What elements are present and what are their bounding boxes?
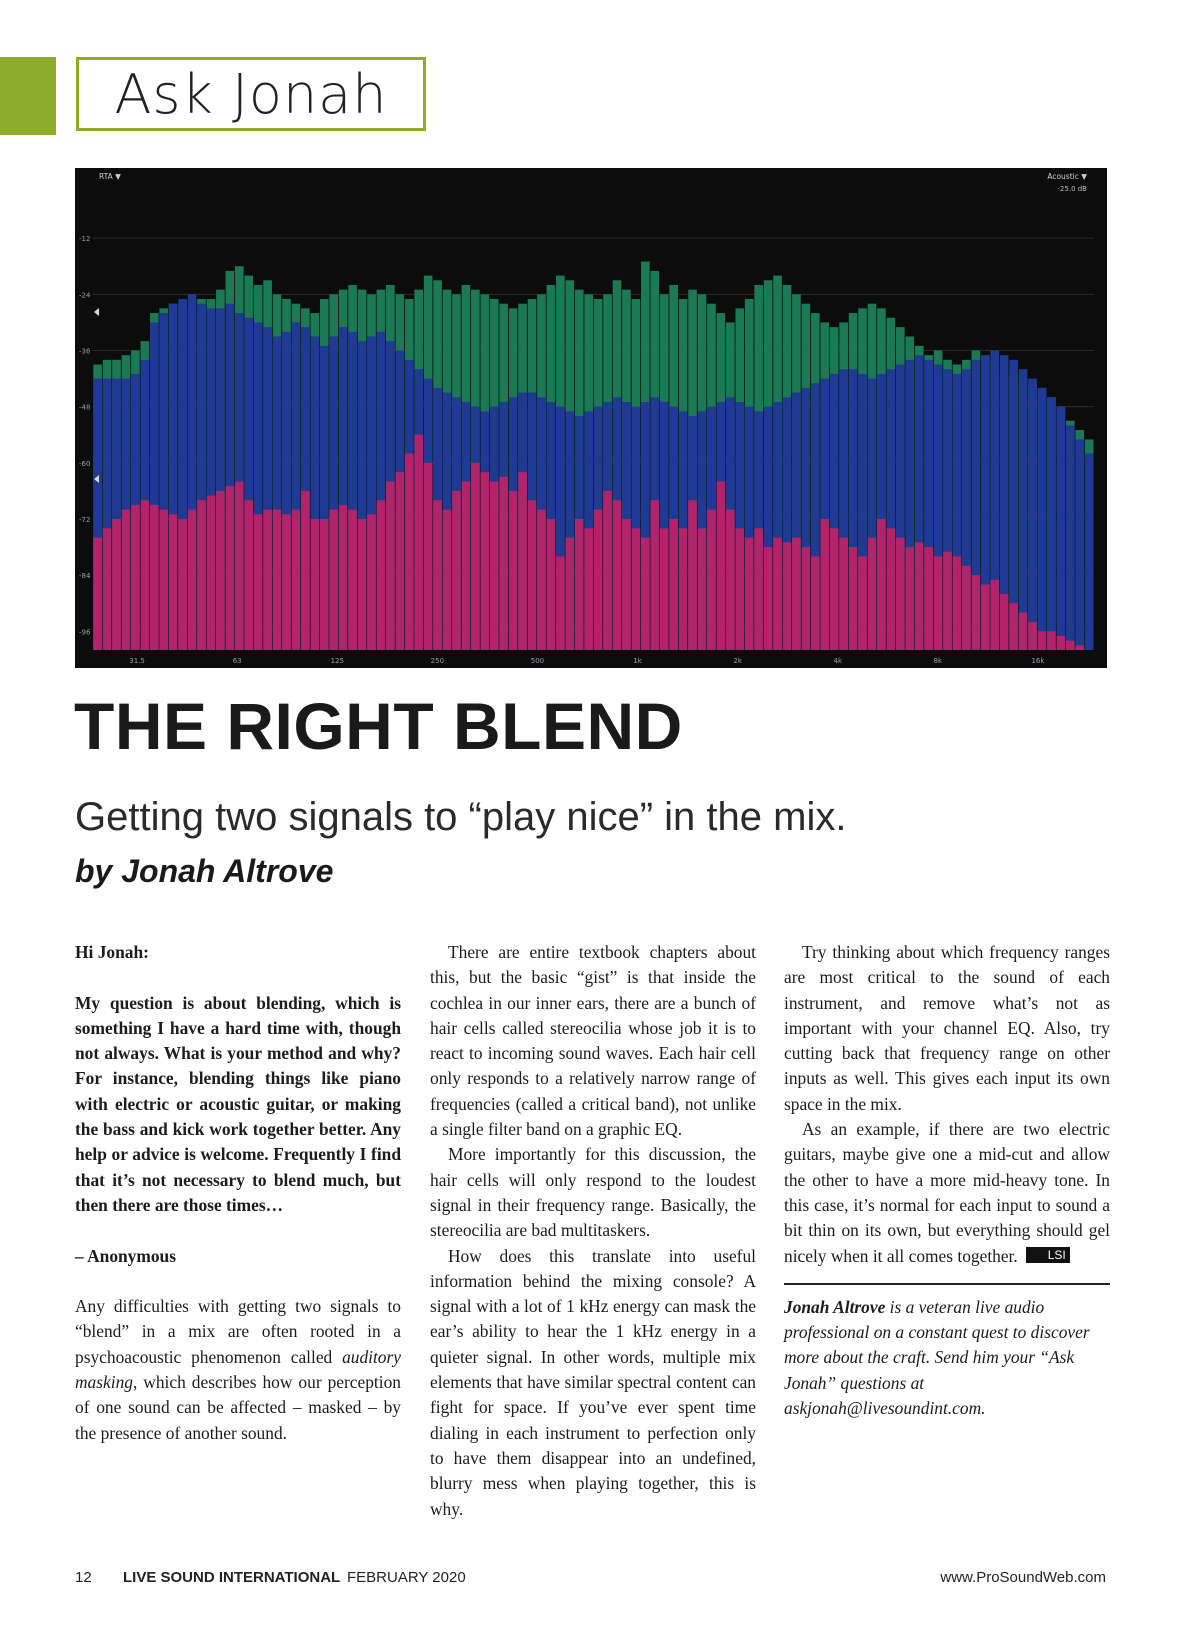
rta-x-tick-label: 8k xyxy=(933,657,943,665)
rta-pink-bar xyxy=(887,528,896,650)
rta-pink-bar xyxy=(122,510,131,650)
rta-pink-bar xyxy=(329,510,338,650)
rta-pink-bar xyxy=(622,519,631,650)
rta-pink-bar xyxy=(377,500,386,650)
rta-pink-bar xyxy=(811,556,820,650)
rta-pink-bar xyxy=(650,500,659,650)
rta-pink-bar xyxy=(1009,603,1018,650)
rta-x-tick-label: 2k xyxy=(733,657,742,665)
rta-x-tick-label: 125 xyxy=(330,657,344,665)
rta-pink-bar xyxy=(348,510,357,650)
rta-pink-bar xyxy=(141,500,150,650)
rta-x-tick-label: 16k xyxy=(1031,657,1045,665)
end-mark-badge: LSI xyxy=(1026,1247,1070,1263)
rta-blue-bar xyxy=(1075,439,1084,650)
rta-pink-bar xyxy=(405,453,414,650)
rta-pink-bar xyxy=(226,486,235,650)
rta-pink-bar xyxy=(868,538,877,650)
rta-pink-bar xyxy=(1038,631,1047,650)
rta-pink-bar xyxy=(660,528,669,650)
rta-pink-bar xyxy=(518,472,527,650)
rta-x-tick-label: 500 xyxy=(530,657,545,665)
rta-pink-bar xyxy=(915,542,924,650)
rta-pink-bar xyxy=(924,547,933,650)
footer-website-link[interactable]: www.ProSoundWeb.com xyxy=(940,1569,1106,1586)
answer-paragraph-2: There are entire textbook chapters about this, but the basic “gist” is that inside the cochlea in our inner ears, there are a bunch of hair cells called stereocilia whose job it is to react to incoming sound waves. Each hair cell only responds to a relatively narrow range of frequencies (called a critical band), not unlike a single filter band on a graphic EQ. xyxy=(430,942,756,1140)
rta-pink-bar xyxy=(273,510,282,650)
rta-pink-bar xyxy=(1000,594,1009,650)
rta-pink-bar xyxy=(509,491,518,650)
rta-pink-bar xyxy=(962,566,971,650)
rta-pink-bar xyxy=(1057,636,1066,650)
rta-y-tick-label: -96 xyxy=(79,628,91,637)
rta-pink-bar xyxy=(169,514,178,650)
rta-pink-bar xyxy=(981,584,990,650)
department-box xyxy=(76,57,426,131)
answer-paragraph-1: Any difficulties with getting two signals to “blend” in a mix are often rooted in a psychoacoustic phenomenon called auditory masking, which describes how our perception of one sound can be affected – masked – by the presence of another sound. xyxy=(75,1296,401,1443)
bio-divider xyxy=(784,1283,1110,1285)
rta-pink-bar xyxy=(594,510,603,650)
article-headline: THE RIGHT BLEND xyxy=(74,689,683,763)
rta-pink-bar xyxy=(990,580,999,650)
letter-salutation: Hi Jonah: xyxy=(75,942,149,962)
answer-paragraph-6: As an example, if there are two electric guitars, maybe give one a mid-cut and allow the other to have a more mid-heavy tone. In this case, it’s normal for each input to sound a bit thin on its own, but everything should gel nicely when it all comes together. LSI xyxy=(784,1119,1110,1266)
rta-pink-bar xyxy=(235,482,244,650)
rta-pink-bar xyxy=(282,514,291,650)
rta-pink-bar xyxy=(150,505,159,650)
rta-pink-bar xyxy=(830,528,839,650)
answer-paragraph-5: Try thinking about which frequency ranges are most critical to the sound of each instrument, and remove what’s not as important with your channel EQ. Also, try cutting back that frequency range on other inputs as well. This gives each input its own space in the mix. xyxy=(784,942,1110,1114)
rta-pink-bar xyxy=(707,510,716,650)
rta-pink-bar xyxy=(424,463,433,650)
rta-pink-bar xyxy=(131,505,140,650)
rta-preset-label: Acoustic ▼ xyxy=(1047,172,1087,181)
rta-pink-bar xyxy=(754,528,763,650)
rta-pink-bar xyxy=(556,556,565,650)
rta-pink-bar xyxy=(679,528,688,650)
rta-pink-bar xyxy=(1047,631,1056,650)
rta-pink-bar xyxy=(433,500,442,650)
author-bio: Jonah Altrove is a veteran live audio professional on a constant quest to discover more about the craft. Send him your “Ask Jonah” questions at askjonah@livesoundint.com. xyxy=(784,1296,1090,1419)
rta-y-tick-label: -72 xyxy=(79,515,91,524)
rta-y-tick-label: -48 xyxy=(79,403,91,412)
rta-blue-bar xyxy=(1038,388,1047,650)
rta-pink-bar xyxy=(858,556,867,650)
rta-y-tick-label: -24 xyxy=(79,291,91,300)
rta-y-tick-label: -36 xyxy=(79,347,91,356)
rta-pink-bar xyxy=(244,500,253,650)
rta-pink-bar xyxy=(197,500,206,650)
rta-blue-bar xyxy=(1057,407,1066,650)
rta-y-tick-label: -84 xyxy=(79,572,91,581)
rta-pink-bar xyxy=(547,519,556,650)
rta-pink-bar xyxy=(339,505,348,650)
rta-pink-bar xyxy=(584,528,593,650)
rta-pink-bar xyxy=(112,519,121,650)
rta-pink-bar xyxy=(292,510,301,650)
rta-pink-bar xyxy=(613,500,622,650)
rta-mode-label: RTA ▼ xyxy=(99,172,121,181)
masking-term: auditory masking xyxy=(75,1346,401,1393)
rta-blue-bar xyxy=(1028,379,1037,650)
rta-pink-bar xyxy=(499,477,508,650)
rta-pink-bar xyxy=(745,538,754,650)
rta-pink-bar xyxy=(216,491,225,650)
rta-pink-bar xyxy=(490,482,499,650)
rta-x-tick-label: 250 xyxy=(430,657,445,665)
rta-pink-bar xyxy=(471,463,480,650)
rta-pink-bar xyxy=(792,538,801,650)
rta-pink-bar xyxy=(528,500,537,650)
rta-pink-bar xyxy=(603,491,612,650)
footer-magazine-name: LIVE SOUND INTERNATIONAL xyxy=(123,1569,341,1586)
footer-issue-date: FEBRUARY 2020 xyxy=(347,1569,466,1586)
reader-question: My question is about blending, which is something I have a hard time with, though not always. What is your method and why? For instance, blending things like piano with electric or acoustic guitar, or making the bass and kick work together better. Any help or advice is welcome. Frequently I find that it’s not necessary to blend much, but then there are those times… xyxy=(75,992,401,1215)
rta-blue-bar xyxy=(1047,397,1056,650)
footer-page-number: 12 xyxy=(75,1569,92,1586)
rta-pink-bar xyxy=(820,519,829,650)
rta-pink-bar xyxy=(773,538,782,650)
rta-pink-bar xyxy=(972,575,981,650)
rta-pink-bar xyxy=(395,472,404,650)
rta-x-tick-label: 63 xyxy=(232,657,242,665)
section-accent-bar xyxy=(0,57,56,135)
answer-paragraph-3: More importantly for this discussion, the hair cells will only respond to the loudest signal in their frequency range. Basically, the stereocilia are bad multitaskers. xyxy=(430,1144,756,1241)
rta-pink-bar xyxy=(896,538,905,650)
rta-pink-bar xyxy=(717,482,726,650)
rta-pink-bar xyxy=(443,510,452,650)
rta-level-label: -25.0 dB xyxy=(1057,185,1087,193)
rta-pink-bar xyxy=(159,510,168,650)
rta-pink-bar xyxy=(735,528,744,650)
article-byline: by Jonah Altrove xyxy=(75,853,334,889)
rta-pink-bar xyxy=(320,519,329,650)
rta-pink-bar xyxy=(632,528,641,650)
rta-pink-bar xyxy=(669,519,678,650)
rta-pink-bar xyxy=(386,482,395,650)
text-column-3 xyxy=(784,940,1110,1421)
rta-pink-bar xyxy=(367,514,376,650)
rta-pink-bar xyxy=(254,514,263,650)
rta-pink-bar xyxy=(480,472,489,650)
bio-author-name: Jonah Altrove xyxy=(784,1296,886,1317)
rta-pink-bar xyxy=(698,528,707,650)
rta-pink-bar xyxy=(1028,622,1037,650)
rta-pink-bar xyxy=(1075,645,1084,650)
rta-pink-bar xyxy=(943,552,952,650)
rta-pink-bar xyxy=(414,435,423,650)
rta-pink-bar xyxy=(358,519,367,650)
text-column-2 xyxy=(430,940,756,1522)
rta-pink-bar xyxy=(537,510,546,650)
rta-blue-bar xyxy=(1066,425,1075,650)
rta-x-tick-label: 31.5 xyxy=(129,657,145,665)
rta-pink-bar xyxy=(839,538,848,650)
rta-pink-bar xyxy=(263,510,272,650)
rta-x-tick-label: 1k xyxy=(633,657,642,665)
rta-pink-bar xyxy=(641,538,650,650)
rta-x-tick-label: 4k xyxy=(833,657,843,665)
rta-pink-bar xyxy=(93,538,102,650)
letter-signature: – Anonymous xyxy=(75,1245,176,1266)
rta-pink-bar xyxy=(565,538,574,650)
rta-pink-bar xyxy=(462,482,471,650)
rta-pink-bar xyxy=(905,547,914,650)
rta-pink-bar xyxy=(849,547,858,650)
rta-pink-bar xyxy=(207,496,216,650)
rta-pink-bar xyxy=(301,491,310,650)
rta-blue-bar xyxy=(1085,453,1094,650)
rta-spectrum-image xyxy=(75,168,1107,668)
rta-pink-bar xyxy=(934,556,943,650)
rta-pink-bar xyxy=(310,519,319,650)
rta-pink-bar xyxy=(802,547,811,650)
rta-pink-bar xyxy=(783,542,792,650)
rta-pink-bar xyxy=(575,519,584,650)
rta-pink-bar xyxy=(1066,641,1075,650)
rta-y-tick-label: -60 xyxy=(79,459,91,468)
rta-pink-bar xyxy=(688,500,697,650)
rta-pink-bar xyxy=(953,556,962,650)
text-column-1 xyxy=(75,940,401,1446)
rta-pink-bar xyxy=(764,547,773,650)
article-deck: Getting two signals to “play nice” in the mix. xyxy=(75,795,847,839)
answer-paragraph-4: How does this translate into useful information behind the mixing console? A signal with a lot of 1 kHz energy can mask the ear’s ability to hear the 1 kHz energy in a quieter signal. In other words, multiple mix elements that have similar spectral content can fight for space. If you’ve ever spent time dialing in each instrument to perfection only to have them disappear into an undefined, blurry mess when playing together, this is why. xyxy=(430,1245,756,1519)
rta-pink-bar xyxy=(726,510,735,650)
rta-pink-bar xyxy=(452,491,461,650)
rta-pink-bar xyxy=(1019,613,1028,650)
rta-blue-bar xyxy=(1019,369,1028,650)
rta-pink-bar xyxy=(188,510,197,650)
rta-y-tick-label: -12 xyxy=(79,235,91,244)
department-label: Ask Jonah xyxy=(114,62,388,126)
rta-pink-bar xyxy=(877,519,886,650)
rta-pink-bar xyxy=(178,519,187,650)
rta-pink-bar xyxy=(103,528,112,650)
